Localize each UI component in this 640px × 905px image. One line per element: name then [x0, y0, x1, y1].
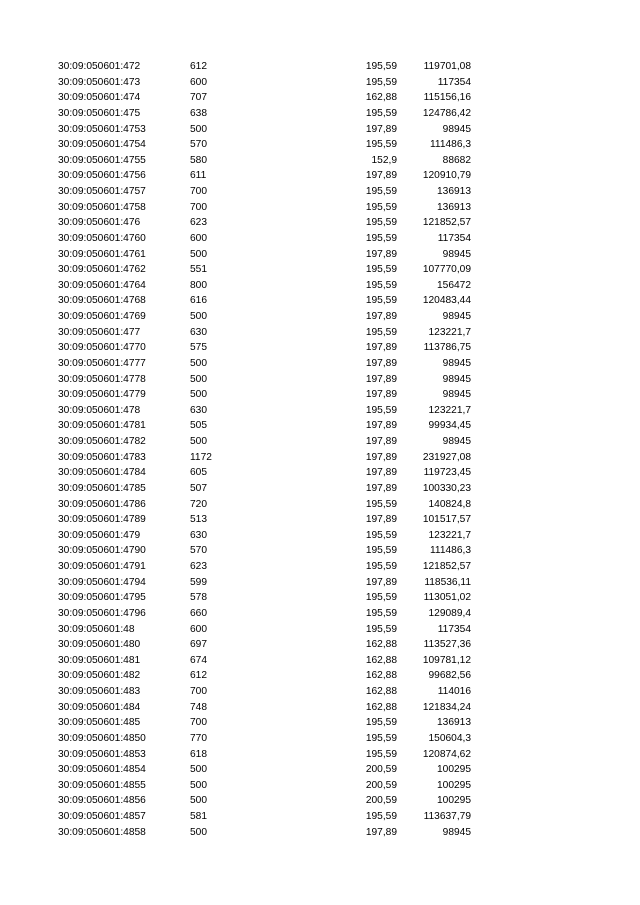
- cadastral-number-cell: 30:09:050601:4762: [58, 264, 146, 276]
- table-row: [0, 184, 640, 200]
- total-value-cell: 109781,12: [422, 654, 471, 666]
- rate-cell: 197,89: [365, 170, 397, 182]
- total-value-cell: 120483,44: [422, 295, 471, 307]
- total-value-cell: 100295: [437, 779, 471, 791]
- area-cell: 612: [190, 61, 207, 72]
- area-cell: 500: [190, 123, 207, 135]
- table-row: [0, 247, 640, 263]
- rate-cell: 162,88: [365, 701, 397, 713]
- table-row: [0, 575, 640, 591]
- cadastral-number-cell: 30:09:050601:474: [58, 92, 141, 104]
- table-row: [0, 684, 640, 700]
- cadastral-number-cell: 30:09:050601:4854: [58, 764, 146, 776]
- total-value-cell: 115156,16: [423, 92, 471, 104]
- cadastral-number-cell: 30:09:050601:4778: [58, 373, 146, 385]
- area-cell: 581: [190, 811, 207, 822]
- rate-cell: 195,59: [365, 545, 397, 557]
- area-cell: 697: [190, 639, 207, 651]
- area-cell: 700: [190, 717, 207, 729]
- cadastral-number-cell: 30:09:050601:4858: [58, 826, 146, 838]
- total-value-cell: 129089,4: [428, 607, 471, 619]
- total-value-cell: 100295: [437, 764, 471, 776]
- rate-cell: 152,9: [371, 154, 397, 166]
- total-value-cell: 150604,3: [428, 732, 471, 744]
- total-value-cell: 100295: [437, 795, 471, 807]
- table-row: [0, 731, 640, 747]
- total-value-cell: 98945: [442, 373, 471, 385]
- area-cell: 500: [190, 795, 207, 807]
- area-cell: 551: [190, 264, 207, 276]
- table-row: [0, 215, 640, 231]
- area-cell: 500: [190, 248, 207, 260]
- rate-cell: 197,89: [365, 123, 397, 135]
- area-cell: 507: [190, 482, 207, 494]
- total-value-cell: 114016: [437, 686, 471, 697]
- cadastral-number-cell: 30:09:050601:4764: [58, 279, 146, 291]
- total-value-cell: 88682: [442, 154, 471, 166]
- table-row: [0, 434, 640, 450]
- rate-cell: 162,88: [365, 670, 397, 682]
- area-cell: 600: [190, 623, 207, 635]
- table-row: [0, 372, 640, 388]
- cadastral-number-cell: 30:09:050601:483: [58, 686, 141, 697]
- table-row: [0, 137, 640, 153]
- table-row: [0, 747, 640, 763]
- total-value-cell: 117354: [437, 76, 471, 88]
- cadastral-number-cell: 30:09:050601:472: [58, 61, 141, 72]
- area-cell: 611: [190, 170, 207, 182]
- cadastral-number-cell: 30:09:050601:482: [58, 670, 141, 682]
- rate-cell: 197,89: [365, 576, 397, 588]
- cadastral-number-cell: 30:09:050601:4796: [58, 607, 146, 619]
- area-cell: 575: [190, 342, 207, 354]
- rate-cell: 195,59: [365, 217, 397, 229]
- rate-cell: 195,59: [365, 529, 397, 541]
- table-row: [0, 309, 640, 325]
- rate-cell: 195,59: [365, 61, 397, 72]
- rate-cell: 197,89: [365, 357, 397, 369]
- cadastral-number-cell: 30:09:050601:4758: [58, 201, 146, 213]
- total-value-cell: 98945: [442, 436, 471, 447]
- rate-cell: 195,59: [365, 717, 397, 729]
- area-cell: 707: [190, 92, 207, 104]
- table-row: [0, 528, 640, 544]
- table-row: [0, 153, 640, 169]
- total-value-cell: 98945: [442, 826, 471, 838]
- cadastral-number-cell: 30:09:050601:484: [58, 701, 141, 713]
- total-value-cell: 156472: [437, 279, 471, 291]
- table-row: [0, 75, 640, 91]
- table-row: [0, 403, 640, 419]
- cadastral-number-cell: 30:09:050601:480: [58, 639, 141, 651]
- rate-cell: 197,89: [365, 248, 397, 260]
- rate-cell: 197,89: [365, 451, 397, 463]
- area-cell: 505: [190, 420, 207, 432]
- rate-cell: 195,59: [365, 232, 397, 244]
- cadastral-number-cell: 30:09:050601:4857: [58, 811, 146, 822]
- cadastral-number-cell: 30:09:050601:476: [58, 217, 141, 229]
- area-cell: 623: [190, 561, 207, 572]
- total-value-cell: 124786,42: [422, 107, 471, 119]
- total-value-cell: 121852,57: [422, 561, 471, 572]
- table-row: [0, 778, 640, 794]
- total-value-cell: 123221,7: [428, 326, 471, 338]
- cadastral-number-cell: 30:09:050601:485: [58, 717, 141, 729]
- cadastral-number-cell: 30:09:050601:4782: [58, 436, 146, 447]
- total-value-cell: 111486,3: [430, 139, 471, 151]
- rate-cell: 195,59: [365, 107, 397, 119]
- cadastral-number-cell: 30:09:050601:4757: [58, 186, 146, 197]
- rate-cell: 195,59: [365, 139, 397, 151]
- rate-cell: 162,88: [365, 639, 397, 651]
- total-value-cell: 120874,62: [422, 748, 471, 760]
- table-row: [0, 793, 640, 809]
- cadastral-number-cell: 30:09:050601:4753: [58, 123, 146, 135]
- rate-cell: 195,59: [365, 811, 397, 822]
- table-row: [0, 481, 640, 497]
- table-row: [0, 715, 640, 731]
- area-cell: 600: [190, 76, 207, 88]
- rate-cell: 200,59: [365, 795, 397, 807]
- cadastral-number-cell: 30:09:050601:477: [58, 326, 141, 338]
- total-value-cell: 98945: [442, 357, 471, 369]
- area-cell: 612: [190, 670, 207, 682]
- area-cell: 700: [190, 201, 207, 213]
- table-row: [0, 356, 640, 372]
- table-row: [0, 622, 640, 638]
- rate-cell: 195,59: [365, 607, 397, 619]
- area-cell: 578: [190, 592, 207, 604]
- total-value-cell: 107770,09: [422, 264, 471, 276]
- total-value-cell: 123221,7: [428, 529, 471, 541]
- area-cell: 570: [190, 545, 207, 557]
- table-row: [0, 418, 640, 434]
- cadastral-table: [0, 59, 640, 840]
- total-value-cell: 101517,57: [422, 514, 471, 526]
- rate-cell: 195,59: [365, 748, 397, 760]
- table-row: [0, 122, 640, 138]
- area-cell: 630: [190, 404, 207, 416]
- cadastral-number-cell: 30:09:050601:4761: [58, 248, 146, 260]
- cadastral-number-cell: 30:09:050601:4755: [58, 154, 146, 166]
- total-value-cell: 136913: [437, 717, 471, 729]
- table-row: [0, 168, 640, 184]
- total-value-cell: 113051,02: [423, 592, 471, 604]
- table-row: [0, 590, 640, 606]
- rate-cell: 162,88: [365, 654, 397, 666]
- cadastral-number-cell: 30:09:050601:475: [58, 107, 141, 119]
- rate-cell: 195,59: [365, 732, 397, 744]
- area-cell: 605: [190, 467, 207, 479]
- rate-cell: 195,59: [365, 264, 397, 276]
- rate-cell: 195,59: [365, 592, 397, 604]
- total-value-cell: 113786,75: [423, 342, 471, 354]
- cadastral-number-cell: 30:09:050601:478: [58, 404, 141, 416]
- total-value-cell: 111486,3: [430, 545, 471, 557]
- rate-cell: 197,89: [365, 389, 397, 401]
- area-cell: 674: [190, 654, 207, 666]
- total-value-cell: 98945: [442, 248, 471, 260]
- area-cell: 660: [190, 607, 207, 619]
- area-cell: 616: [190, 295, 207, 307]
- area-cell: 748: [190, 701, 207, 713]
- cadastral-number-cell: 30:09:050601:4770: [58, 342, 146, 354]
- area-cell: 500: [190, 764, 207, 776]
- cadastral-number-cell: 30:09:050601:473: [58, 76, 141, 88]
- table-row: [0, 809, 640, 825]
- total-value-cell: 121852,57: [422, 217, 471, 229]
- total-value-cell: 121834,24: [422, 701, 471, 713]
- area-cell: 513: [190, 514, 207, 526]
- table-row: [0, 200, 640, 216]
- table-row: [0, 293, 640, 309]
- table-row: [0, 559, 640, 575]
- table-row: [0, 668, 640, 684]
- area-cell: 700: [190, 686, 207, 697]
- area-cell: 770: [190, 732, 207, 744]
- area-cell: 500: [190, 357, 207, 369]
- rate-cell: 197,89: [365, 420, 397, 432]
- table-row: [0, 325, 640, 341]
- rate-cell: 197,89: [365, 514, 397, 526]
- area-cell: 500: [190, 389, 207, 401]
- total-value-cell: 99682,56: [428, 670, 471, 682]
- rate-cell: 195,59: [365, 623, 397, 635]
- area-cell: 623: [190, 217, 207, 229]
- area-cell: 630: [190, 529, 207, 541]
- rate-cell: 162,88: [365, 92, 397, 104]
- area-cell: 580: [190, 154, 207, 166]
- table-row: [0, 653, 640, 669]
- table-row: [0, 340, 640, 356]
- cadastral-number-cell: 30:09:050601:4768: [58, 295, 146, 307]
- table-row: [0, 700, 640, 716]
- area-cell: 630: [190, 326, 207, 338]
- table-row: [0, 106, 640, 122]
- total-value-cell: 119701,08: [423, 61, 471, 72]
- rate-cell: 162,88: [365, 686, 397, 697]
- total-value-cell: 120910,79: [422, 170, 471, 182]
- table-row: [0, 543, 640, 559]
- total-value-cell: 119723,45: [423, 467, 471, 479]
- area-cell: 700: [190, 186, 207, 197]
- total-value-cell: 113637,79: [423, 811, 471, 822]
- rate-cell: 195,59: [365, 201, 397, 213]
- rate-cell: 197,89: [365, 482, 397, 494]
- table-row: [0, 387, 640, 403]
- table-row: [0, 512, 640, 528]
- cadastral-number-cell: 30:09:050601:4795: [58, 592, 146, 604]
- area-cell: 800: [190, 279, 207, 291]
- area-cell: 618: [190, 748, 207, 760]
- table-row: [0, 278, 640, 294]
- rate-cell: 195,59: [365, 186, 397, 197]
- cadastral-number-cell: 30:09:050601:4786: [58, 498, 146, 510]
- rate-cell: 195,59: [365, 561, 397, 572]
- total-value-cell: 136913: [437, 201, 471, 213]
- area-cell: 1172: [190, 451, 212, 463]
- total-value-cell: 118536,11: [424, 576, 471, 588]
- total-value-cell: 117354: [437, 232, 471, 244]
- cadastral-number-cell: 30:09:050601:4794: [58, 576, 146, 588]
- cadastral-number-cell: 30:09:050601:4785: [58, 482, 146, 494]
- rate-cell: 195,59: [365, 76, 397, 88]
- area-cell: 500: [190, 373, 207, 385]
- cadastral-number-cell: 30:09:050601:48: [58, 623, 135, 635]
- cadastral-number-cell: 30:09:050601:4760: [58, 232, 146, 244]
- cadastral-number-cell: 30:09:050601:4790: [58, 545, 146, 557]
- rate-cell: 197,89: [365, 311, 397, 322]
- total-value-cell: 136913: [437, 186, 471, 197]
- cadastral-number-cell: 30:09:050601:479: [58, 529, 141, 541]
- rate-cell: 200,59: [365, 764, 397, 776]
- total-value-cell: 113527,36: [423, 639, 471, 651]
- area-cell: 500: [190, 436, 207, 447]
- total-value-cell: 123221,7: [428, 404, 471, 416]
- table-row: [0, 606, 640, 622]
- total-value-cell: 140824,8: [428, 498, 471, 510]
- table-row: [0, 465, 640, 481]
- table-row: [0, 59, 640, 75]
- total-value-cell: 100330,23: [422, 482, 471, 494]
- total-value-cell: 98945: [442, 389, 471, 401]
- total-value-cell: 117354: [437, 623, 471, 635]
- area-cell: 638: [190, 107, 207, 119]
- cadastral-number-cell: 30:09:050601:4783: [58, 451, 146, 463]
- area-cell: 500: [190, 826, 207, 838]
- rate-cell: 197,89: [365, 826, 397, 838]
- rate-cell: 195,59: [365, 279, 397, 291]
- cadastral-number-cell: 30:09:050601:4789: [58, 514, 146, 526]
- rate-cell: 195,59: [365, 498, 397, 510]
- cadastral-number-cell: 30:09:050601:4781: [58, 420, 146, 432]
- cadastral-number-cell: 30:09:050601:4769: [58, 311, 146, 322]
- table-row: [0, 262, 640, 278]
- area-cell: 600: [190, 232, 207, 244]
- total-value-cell: 99934,45: [428, 420, 471, 432]
- area-cell: 599: [190, 576, 207, 588]
- cadastral-number-cell: 30:09:050601:4791: [58, 561, 146, 572]
- cadastral-number-cell: 30:09:050601:4779: [58, 389, 146, 401]
- cadastral-number-cell: 30:09:050601:4777: [58, 357, 146, 369]
- area-cell: 720: [190, 498, 207, 510]
- table-row: [0, 497, 640, 513]
- cadastral-number-cell: 30:09:050601:4850: [58, 732, 146, 744]
- table-row: [0, 90, 640, 106]
- rate-cell: 197,89: [365, 373, 397, 385]
- area-cell: 570: [190, 139, 207, 151]
- cadastral-number-cell: 30:09:050601:481: [58, 654, 141, 666]
- cadastral-number-cell: 30:09:050601:4855: [58, 779, 146, 791]
- cadastral-number-cell: 30:09:050601:4853: [58, 748, 146, 760]
- rate-cell: 197,89: [365, 467, 397, 479]
- total-value-cell: 98945: [442, 311, 471, 322]
- table-row: [0, 637, 640, 653]
- rate-cell: 197,89: [365, 436, 397, 447]
- rate-cell: 200,59: [365, 779, 397, 791]
- rate-cell: 195,59: [365, 404, 397, 416]
- total-value-cell: 98945: [442, 123, 471, 135]
- rate-cell: 195,59: [365, 326, 397, 338]
- rate-cell: 195,59: [365, 295, 397, 307]
- cadastral-number-cell: 30:09:050601:4756: [58, 170, 146, 182]
- table-row: [0, 762, 640, 778]
- cadastral-number-cell: 30:09:050601:4784: [58, 467, 146, 479]
- area-cell: 500: [190, 311, 207, 322]
- table-row: [0, 825, 640, 841]
- cadastral-number-cell: 30:09:050601:4856: [58, 795, 146, 807]
- rate-cell: 197,89: [365, 342, 397, 354]
- table-row: [0, 231, 640, 247]
- cadastral-number-cell: 30:09:050601:4754: [58, 139, 146, 151]
- area-cell: 500: [190, 779, 207, 791]
- total-value-cell: 231927,08: [422, 451, 471, 463]
- table-row: [0, 450, 640, 466]
